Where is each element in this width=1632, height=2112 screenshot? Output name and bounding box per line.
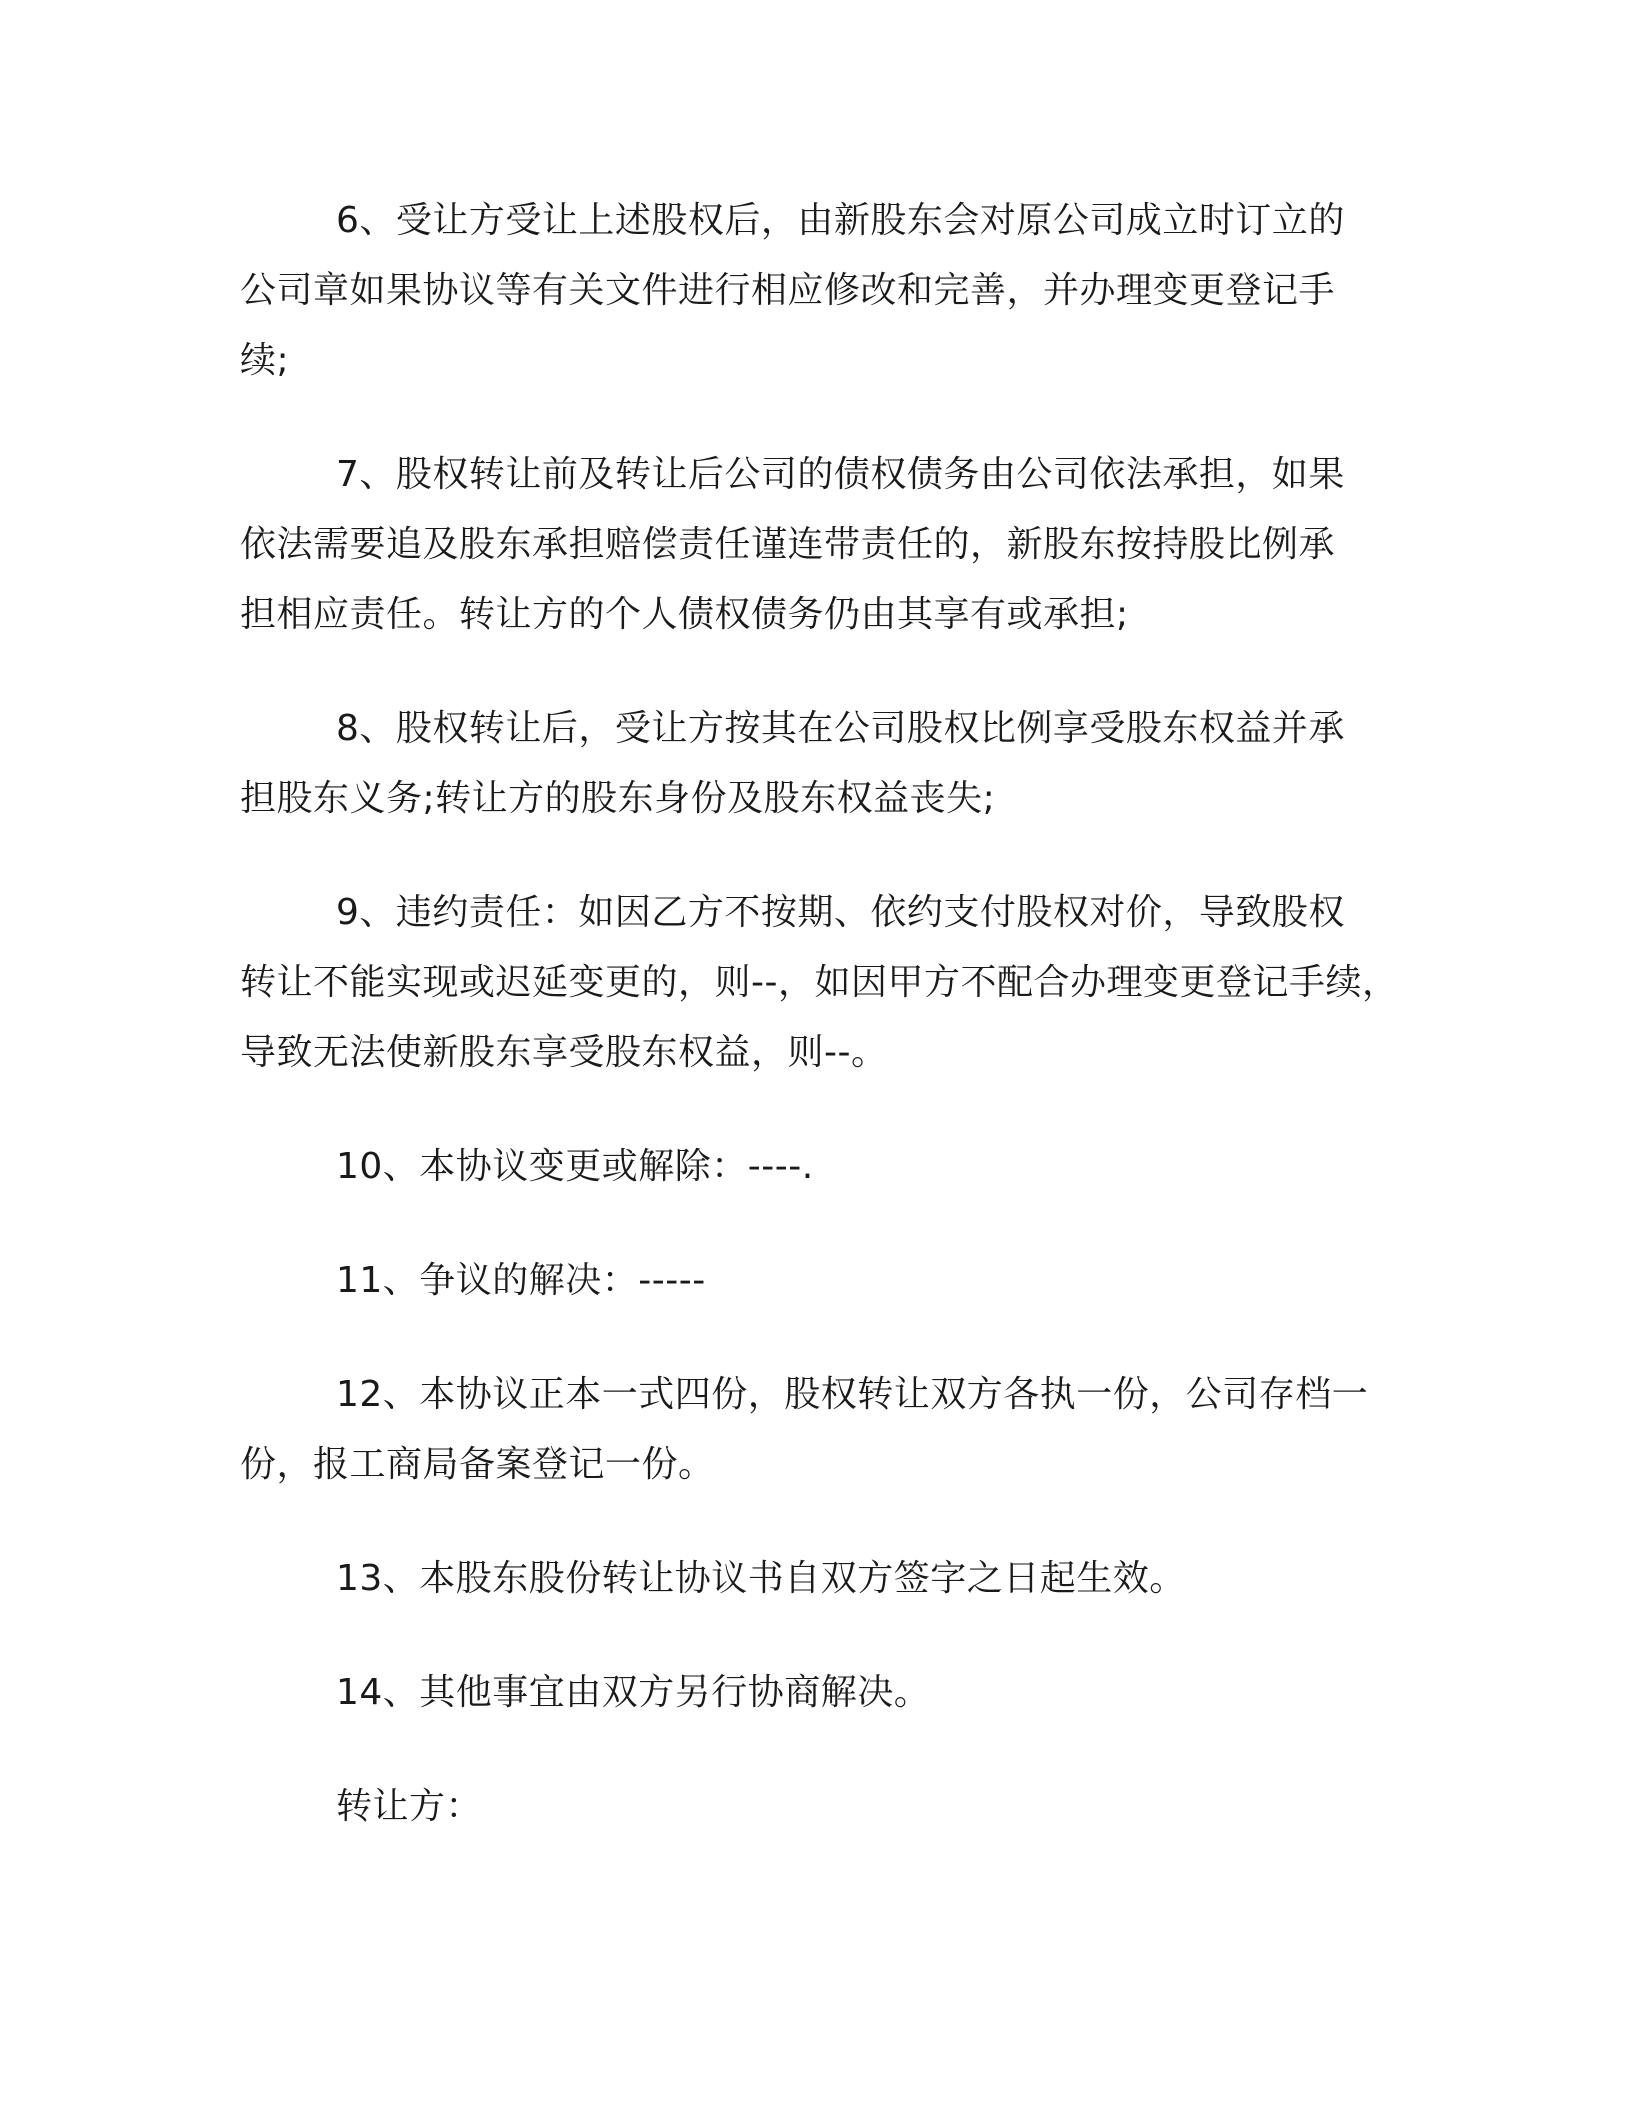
clause-12-line-1: 12、本协议正本一式四份，股权转让双方各执一份，公司存档一 [336, 1374, 1369, 1415]
paragraph-gap [240, 834, 1410, 878]
paragraph-gap [240, 1202, 1410, 1246]
clause-7 [240, 440, 1410, 650]
clause-6 [240, 186, 1410, 396]
paragraph-gap [240, 1316, 1410, 1360]
clause-12 [240, 1360, 1410, 1500]
clause-9-line-1: 9、违约责任：如因乙方不按期、依约支付股权对价，导致股权 [336, 892, 1345, 933]
transferor-signature-label [240, 1772, 1410, 1842]
paragraph-gap [240, 1500, 1410, 1544]
clause-6-line-3: 续; [240, 340, 290, 381]
paragraph-gap [240, 1614, 1410, 1658]
paragraph-gap [240, 396, 1410, 440]
clause-9 [240, 878, 1410, 1088]
clause-13-line-1: 13、本股东股份转让协议书自双方签字之日起生效。 [336, 1558, 1186, 1599]
clause-7-line-3: 担相应责任。转让方的个人债权债务仍由其享有或承担; [240, 594, 1129, 635]
clause-8-line-1: 8、股权转让后，受让方按其在公司股权比例享受股东权益并承 [336, 708, 1345, 749]
clause-7-line-1: 7、股权转让前及转让后公司的债权债务由公司依法承担，如果 [336, 454, 1345, 495]
clause-14-line-1: 14、其他事宜由双方另行协商解决。 [336, 1672, 931, 1713]
clause-6-line-2: 公司章如果协议等有关文件进行相应修改和完善，并办理变更登记手 [240, 270, 1336, 311]
clause-11-line-1: 11、争议的解决：----- [336, 1260, 706, 1301]
clause-9-line-3: 导致无法使新股东享受股东权益，则--。 [240, 1032, 888, 1073]
paragraph-gap [240, 650, 1410, 694]
clause-6-line-1: 6、受让方受让上述股权后，由新股东会对原公司成立时订立的 [336, 200, 1345, 241]
clause-13 [240, 1544, 1410, 1614]
clause-8 [240, 694, 1410, 834]
paragraph-gap [240, 1088, 1410, 1132]
clause-7-line-2: 依法需要追及股东承担赔偿责任谨连带责任的，新股东按持股比例承 [240, 524, 1336, 565]
document-body [240, 186, 1410, 1842]
clause-14 [240, 1658, 1410, 1728]
clause-11 [240, 1246, 1410, 1316]
clause-12-line-2: 份，报工商局备案登记一份。 [240, 1444, 715, 1485]
transferor-label: 转让方： [336, 1786, 483, 1827]
paragraph-gap [240, 1728, 1410, 1772]
clause-9-line-2: 转让不能实现或迟延变更的，则--，如因甲方不配合办理变更登记手续， [240, 962, 1399, 1003]
clause-10-line-1: 10、本协议变更或解除：----. [336, 1146, 814, 1187]
clause-10 [240, 1132, 1410, 1202]
clause-8-line-2: 担股东义务;转让方的股东身份及股东权益丧失; [240, 778, 996, 819]
